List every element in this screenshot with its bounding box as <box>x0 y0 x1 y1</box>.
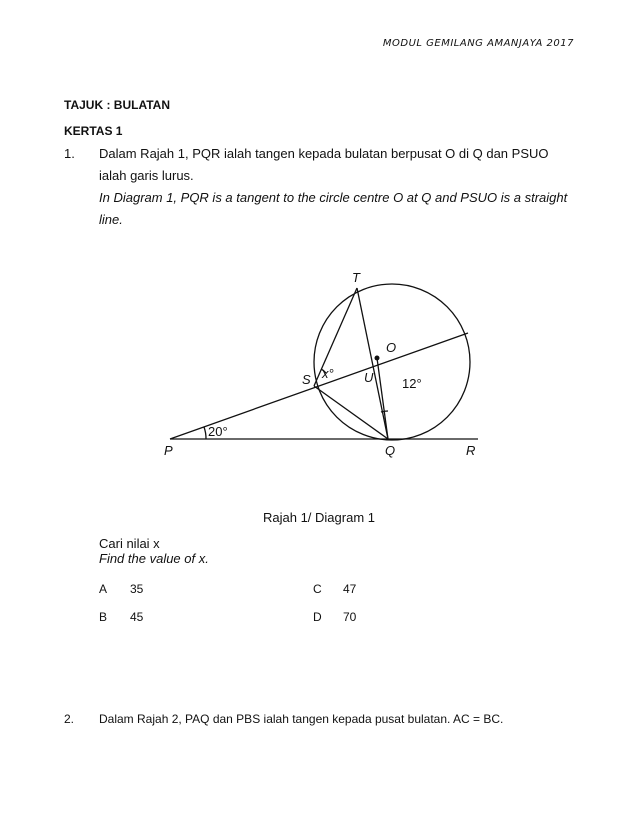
option-a-value: 35 <box>130 582 144 596</box>
question-1-english-line-2: line. <box>99 212 123 227</box>
module-header: MODUL GEMILANG AMANJAYA 2017 <box>382 38 574 49</box>
label-r: R <box>466 443 476 458</box>
option-d-letter: D <box>313 610 322 624</box>
question-2-text: Dalam Rajah 2, PAQ dan PBS ialah tangen kepada pusat bulatan. AC = BC. <box>99 712 504 726</box>
label-20-degrees: 20° <box>208 424 228 439</box>
paper-title: KERTAS 1 <box>64 124 123 138</box>
question-1-number: 1. <box>64 146 75 161</box>
question-2-number: 2. <box>64 712 75 726</box>
question-1-english-line-1: In Diagram 1, PQR is a tangent to the circle centre O at Q and PSUO is a straight <box>99 190 568 205</box>
label-x-angle: x° <box>322 366 334 381</box>
angle-12-arc <box>381 411 388 412</box>
angle-20-arc <box>204 427 206 439</box>
prompt-english: Find the value of x. <box>99 551 209 566</box>
label-t: T <box>352 270 360 285</box>
question-1-malay-line-2: ialah garis lurus. <box>99 168 194 183</box>
label-o: O <box>386 340 397 355</box>
chord-ts <box>314 288 357 386</box>
label-u: U <box>364 370 374 385</box>
topic-title: TAJUK : BULATAN <box>64 98 170 112</box>
label-s: S <box>302 372 311 387</box>
option-a-letter: A <box>99 582 108 596</box>
label-p: P <box>164 443 173 458</box>
label-12-degrees: 12° <box>402 376 422 391</box>
diagram-caption: Rajah 1/ Diagram 1 <box>263 510 375 525</box>
option-b-value: 45 <box>130 610 144 624</box>
question-1-malay-line-1: Dalam Rajah 1, PQR ialah tangen kepada bulatan berpusat O di Q dan PSUO <box>99 146 549 161</box>
option-c-letter: C <box>313 582 322 596</box>
label-q: Q <box>385 443 396 458</box>
centre-point-o <box>375 356 380 361</box>
radius-oq <box>377 358 388 439</box>
chord-sq <box>314 386 388 439</box>
option-d-value: 70 <box>343 610 357 624</box>
option-b-letter: B <box>99 610 108 624</box>
prompt-malay: Cari nilai x <box>99 536 160 551</box>
option-c-value: 47 <box>343 582 357 596</box>
circle <box>314 284 470 440</box>
